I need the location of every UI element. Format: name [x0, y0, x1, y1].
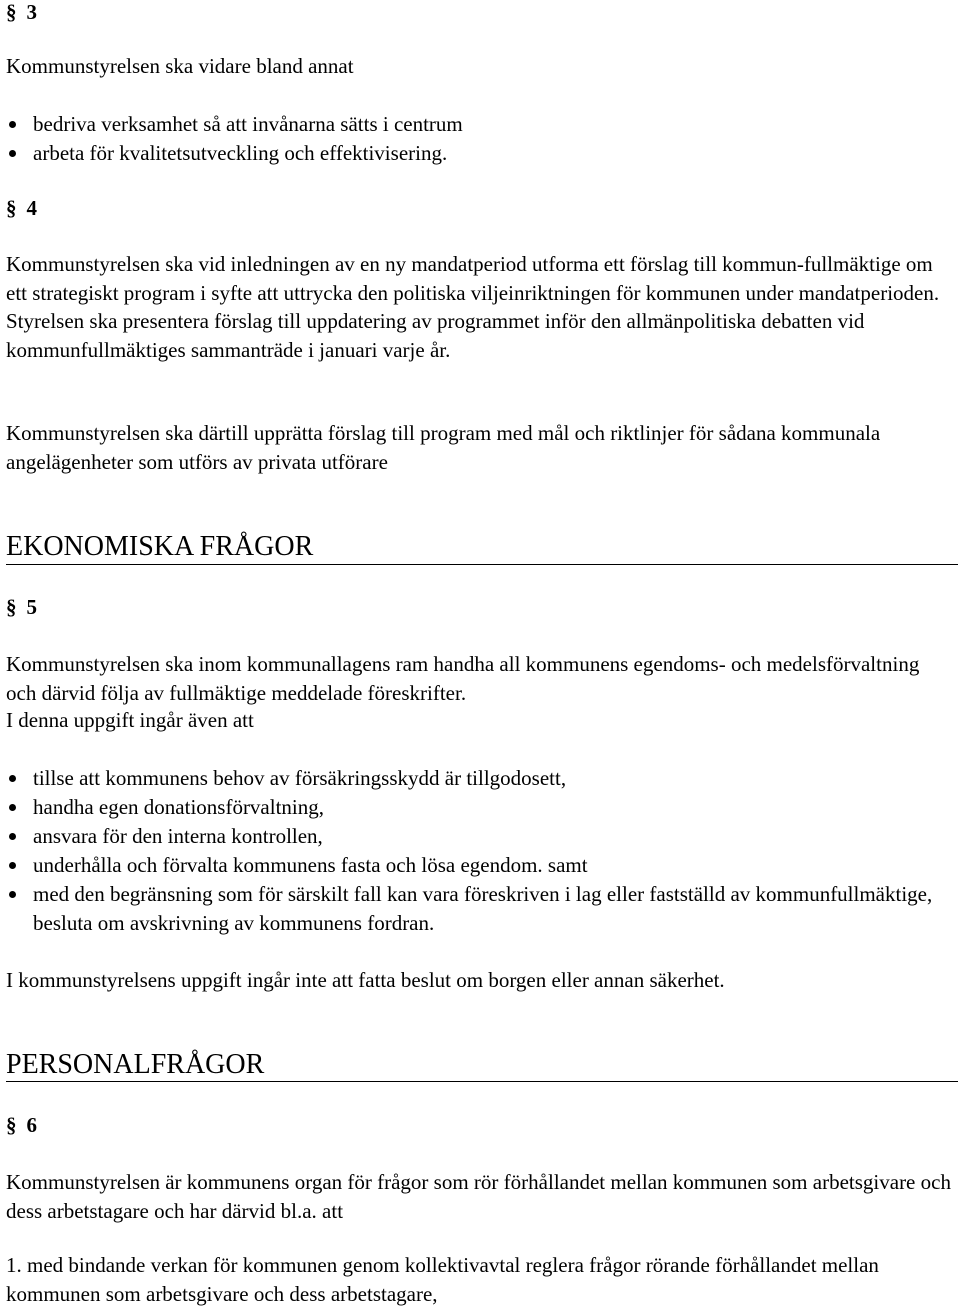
- section-number: 6: [26, 1113, 37, 1137]
- section-4-paragraph-1: Kommunstyrelsen ska vid inledningen av en ny mandatperiod utforma ett förslag till kommun-fullmäktige om ett strategiskt program i syfte att uttrycka den politiska viljeinriktningen för kommunen under mandatperioden. Styrelsen ska presentera förslag till uppdatering av programmet inför den allmänpolitiska debatten vid kommunfullmäktiges sammanträde i januari varje år.: [6, 252, 940, 362]
- list-item: handha egen donationsförvaltning,: [33, 795, 325, 819]
- list-item: bedriva verksamhet så att invånarna sätts i centrum: [33, 112, 463, 136]
- list-item: underhålla och förvalta kommunens fasta och lösa egendom. samt: [33, 853, 588, 877]
- bullet-icon: [9, 121, 16, 128]
- section-4-paragraph-2: Kommunstyrelsen ska därtill upprätta förslag till program med mål och riktlinjer för sådana kommunala angelägenheter som utförs av privata utförare: [6, 421, 881, 474]
- section-3-heading: [6, 0, 37, 25]
- heading-underline: [6, 564, 958, 565]
- section-5-paragraph-1b: I denna uppgift ingår även att: [6, 708, 254, 732]
- section-symbol: §: [6, 196, 17, 220]
- bullet-icon: [9, 862, 16, 869]
- section-5-heading: [6, 595, 37, 620]
- heading-underline: [6, 1081, 958, 1082]
- list-item: arbeta för kvalitetsutveckling och effektivisering.: [33, 141, 448, 165]
- heading-economic-matters: EKONOMISKA FRÅGOR: [6, 531, 314, 562]
- list-item: ansvara för den interna kontrollen,: [33, 824, 323, 848]
- section-3-intro: Kommunstyrelsen ska vidare bland annat: [6, 54, 354, 78]
- section-4-heading: [6, 196, 37, 221]
- section-symbol: §: [6, 1113, 17, 1137]
- heading-personnel-matters: PERSONALFRÅGOR: [6, 1049, 265, 1080]
- section-number: 5: [26, 595, 37, 619]
- bullet-icon: [9, 804, 16, 811]
- list-item: med den begränsning som för särskilt fall kan vara föreskriven i lag eller fastställd av kommunfullmäktige, besluta om avskrivning av kommunens fordran.: [33, 882, 933, 935]
- section-6-paragraph-1: Kommunstyrelsen är kommunens organ för frågor som rör förhållandet mellan kommunen som arbetsgivare och dess arbetstagare och har därvid bl.a. att: [6, 1170, 951, 1223]
- bullet-icon: [9, 891, 16, 898]
- section-number: 4: [26, 196, 37, 220]
- bullet-icon: [9, 775, 16, 782]
- section-symbol: §: [6, 0, 17, 24]
- section-number: 3: [26, 0, 37, 24]
- section-6-item-1: 1. med bindande verkan för kommunen genom kollektivavtal reglera frågor rörande förhållandet mellan kommunen som arbetsgivare och dess arbetstagare,: [6, 1253, 879, 1306]
- section-6-heading: [6, 1113, 37, 1138]
- section-5-paragraph-1: Kommunstyrelsen ska inom kommunallagens ram handha all kommunens egendoms- och medelsförvaltning och därvid följa av fullmäktige meddelade föreskrifter.: [6, 652, 920, 705]
- section-5-paragraph-2: I kommunstyrelsens uppgift ingår inte att fatta beslut om borgen eller annan säkerhet.: [6, 968, 725, 992]
- section-symbol: §: [6, 595, 17, 619]
- bullet-icon: [9, 833, 16, 840]
- list-item: tillse att kommunens behov av försäkringsskydd är tillgodosett,: [33, 766, 567, 790]
- bullet-icon: [9, 150, 16, 157]
